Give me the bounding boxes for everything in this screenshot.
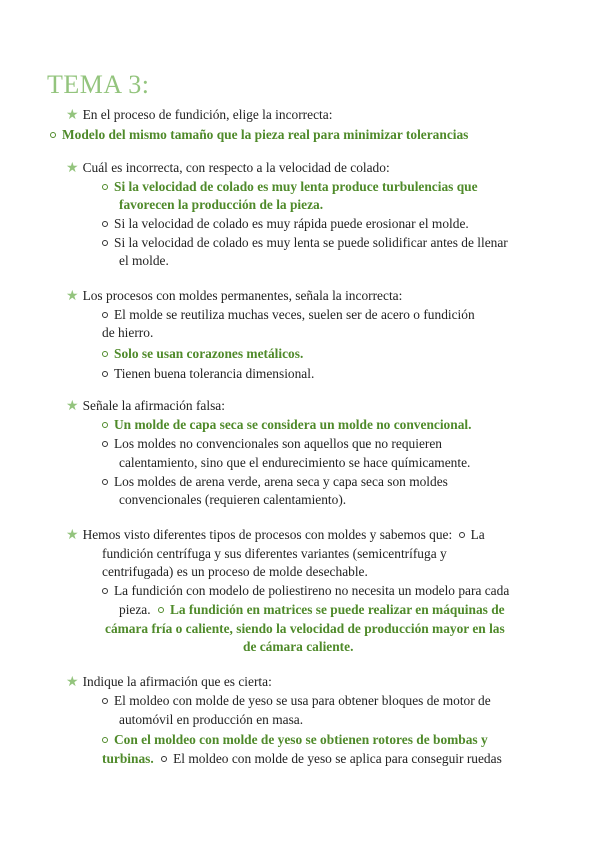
question-6-text: Indique la afirmación que es cierta: bbox=[82, 674, 272, 689]
circle-bullet-icon bbox=[102, 441, 108, 447]
circle-bullet-icon bbox=[102, 240, 108, 246]
star-icon: ★ bbox=[66, 399, 79, 414]
q5-option-2-cont bbox=[119, 601, 505, 618]
star-icon: ★ bbox=[66, 528, 79, 543]
q5-option-3-line-3: de cámara caliente. bbox=[243, 639, 354, 654]
q6-option-2-line-2: turbinas. bbox=[102, 751, 154, 766]
question-4-text: Señale la afirmación falsa: bbox=[82, 398, 225, 413]
q4-option-1 bbox=[102, 416, 471, 433]
q5-option-1-line-2: fundición centrífuga y sus diferentes variantes (semicentrífuga y bbox=[102, 546, 447, 561]
circle-bullet-icon bbox=[102, 737, 108, 743]
q5-option-1-line-1: La bbox=[470, 527, 485, 542]
circle-bullet-icon bbox=[102, 371, 108, 377]
q2-option-2-text: Si la velocidad de colado es muy rápida puede erosionar el molde. bbox=[114, 216, 469, 231]
q3-option-2-text: Solo se usan corazones metálicos. bbox=[114, 346, 304, 361]
q4-option-2 bbox=[102, 435, 442, 452]
circle-bullet-icon bbox=[102, 588, 108, 594]
q6-option-2-line-1: Con el moldeo con molde de yeso se obtienen rotores de bombas y bbox=[114, 732, 488, 747]
q4-option-1-text: Un molde de capa seca se considera un molde no convencional. bbox=[114, 417, 472, 432]
circle-bullet-icon bbox=[102, 351, 108, 357]
q6-option-1 bbox=[102, 692, 491, 709]
q2-option-3 bbox=[102, 234, 508, 251]
q4-option-2-cont: calentamiento, sino que el endurecimiento se hace químicamente. bbox=[119, 455, 471, 470]
circle-bullet-icon bbox=[459, 532, 465, 538]
q4-option-3-cont: convencionales (requieren calentamiento). bbox=[119, 492, 347, 507]
question-6 bbox=[66, 673, 272, 691]
star-icon: ★ bbox=[66, 675, 79, 690]
question-4 bbox=[66, 397, 225, 415]
question-1 bbox=[66, 106, 332, 124]
q4-option-3 bbox=[102, 473, 448, 490]
q3-option-2 bbox=[102, 345, 303, 362]
q5-option-3-line-2: cámara fría o caliente, siendo la velocidad de producción mayor en las bbox=[105, 621, 505, 636]
q2-option-3-line-1: Si la velocidad de colado es muy lenta se puede solidificar antes de llenar bbox=[114, 235, 508, 250]
circle-bullet-icon bbox=[161, 756, 167, 762]
circle-bullet-icon bbox=[102, 312, 108, 318]
q3-option-1-cont: de hierro. bbox=[102, 325, 154, 340]
q2-option-1 bbox=[102, 178, 478, 195]
q6-option-1-line-1: El moldeo con molde de yeso se usa para obtener bloques de motor de bbox=[114, 693, 491, 708]
circle-bullet-icon bbox=[102, 479, 108, 485]
answer-1 bbox=[50, 126, 468, 143]
q5-option-2-line-2: pieza. bbox=[119, 602, 151, 617]
question-3 bbox=[66, 287, 402, 305]
star-icon: ★ bbox=[66, 108, 79, 123]
page-title: TEMA 3: bbox=[47, 70, 150, 99]
star-icon: ★ bbox=[66, 161, 79, 176]
question-2-text: Cuál es incorrecta, con respecto a la velocidad de colado: bbox=[82, 160, 390, 175]
q2-option-3-cont: el molde. bbox=[119, 253, 169, 268]
q6-option-3-line-1: El moldeo con molde de yeso se aplica para conseguir ruedas bbox=[173, 751, 502, 766]
circle-bullet-icon bbox=[50, 132, 56, 138]
q6-option-2-cont bbox=[102, 750, 502, 767]
circle-bullet-icon bbox=[102, 221, 108, 227]
question-5 bbox=[66, 526, 485, 544]
q2-option-1-cont: favorecen la producción de la pieza. bbox=[119, 197, 324, 212]
q2-option-2 bbox=[102, 215, 469, 232]
question-2 bbox=[66, 159, 390, 177]
q4-option-3-line-1: Los moldes de arena verde, arena seca y capa seca son moldes bbox=[114, 474, 448, 489]
q5-option-2 bbox=[102, 582, 509, 599]
circle-bullet-icon bbox=[102, 422, 108, 428]
q3-option-3-text: Tienen buena tolerancia dimensional. bbox=[114, 366, 315, 381]
q4-option-2-line-1: Los moldes no convencionales son aquellos que no requieren bbox=[114, 436, 442, 451]
q5-option-2-line-1: La fundición con modelo de poliestireno no necesita un modelo para cada bbox=[114, 583, 510, 598]
q5-option-1-line-3: centrifugada) es un proceso de molde desechable. bbox=[102, 564, 368, 579]
q2-option-1-line-1: Si la velocidad de colado es muy lenta produce turbulencias que bbox=[114, 179, 478, 194]
circle-bullet-icon bbox=[102, 184, 108, 190]
question-1-text: En el proceso de fundición, elige la incorrecta: bbox=[82, 107, 333, 122]
q6-option-1-cont: automóvil en producción en masa. bbox=[119, 712, 304, 727]
q6-option-2 bbox=[102, 731, 488, 748]
circle-bullet-icon bbox=[158, 607, 164, 613]
star-icon: ★ bbox=[66, 289, 79, 304]
q3-option-1-line-1: El molde se reutiliza muchas veces, suelen ser de acero o fundición bbox=[114, 307, 475, 322]
answer-1-text: Modelo del mismo tamaño que la pieza real para minimizar tolerancias bbox=[62, 127, 469, 142]
question-3-text: Los procesos con moldes permanentes, señala la incorrecta: bbox=[82, 288, 403, 303]
question-5-text: Hemos visto diferentes tipos de procesos con moldes y sabemos que: bbox=[82, 527, 453, 542]
q3-option-1 bbox=[102, 306, 475, 323]
q5-option-3-line-1: La fundición en matrices se puede realizar en máquinas de bbox=[169, 602, 505, 617]
q3-option-3 bbox=[102, 365, 314, 382]
circle-bullet-icon bbox=[102, 698, 108, 704]
